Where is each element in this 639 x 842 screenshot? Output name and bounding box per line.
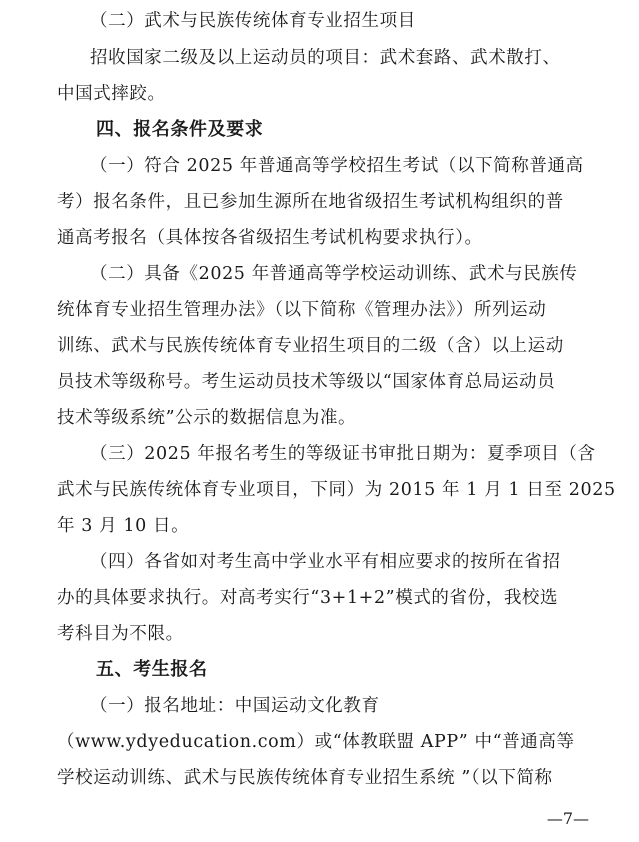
paragraph-line: 统体育专业招生管理办法》（以下简称《管理办法》）所列运动	[57, 300, 547, 320]
section-2-title: （二）武术与民族传统体育专业招生项目	[90, 11, 416, 31]
paragraph-line: 办的具体要求执行。对高考实行“3+1+2”模式的省份，我校选	[57, 588, 559, 608]
page-number: —7—	[546, 809, 589, 828]
paragraph-line: 技术等级系统”公示的数据信息为准。	[57, 408, 357, 428]
paragraph-line: （www.ydyeducation.com）或“体教联盟 APP” 中“普通高等	[57, 732, 575, 752]
paragraph-line: 员技术等级称号。考生运动员技术等级以“国家体育总局运动员	[57, 372, 556, 392]
paragraph-line: （四）各省如对考生高中学业水平有相应要求的按所在省招	[90, 552, 561, 572]
paragraph-line: （一）符合 2025 年普通高等学校招生考试（以下简称普通高	[90, 156, 584, 176]
section-heading-5: 五、考生报名	[96, 659, 208, 680]
paragraph-line: 考）报名条件，且已参加生源所在地省级招生考试机构组织的普	[57, 192, 564, 212]
paragraph-line: （三）2025 年报名考生的等级证书审批日期为：夏季项目（含	[90, 444, 596, 464]
paragraph-line: 武术与民族传统体育专业项目，下同）为 2015 年 1 月 1 日至 2025	[57, 480, 616, 500]
paragraph-line: 招收国家二级及以上运动员的项目：武术套路、武术散打、	[90, 48, 561, 68]
paragraph-line: 年 3 月 10 日。	[57, 516, 190, 536]
paragraph-line: （二）具备《2025 年普通高等学校运动训练、武术与民族传	[90, 264, 578, 284]
section-heading-4: 四、报名条件及要求	[96, 119, 264, 140]
paragraph-line: 考科目为不限。	[57, 624, 184, 644]
paragraph-line: 中国式摔跤。	[57, 84, 166, 104]
paragraph-line: 学校运动训练、武术与民族传统体育专业招生系统 ”（以下简称	[57, 768, 553, 788]
paragraph-line: 通高考报名（具体按各省级招生考试机构要求执行）。	[57, 228, 483, 248]
paragraph-line: （一）报名地址：中国运动文化教育	[90, 696, 380, 716]
paragraph-line: 训练、武术与民族传统体育专业招生项目的二级（含）以上运动	[57, 336, 564, 356]
